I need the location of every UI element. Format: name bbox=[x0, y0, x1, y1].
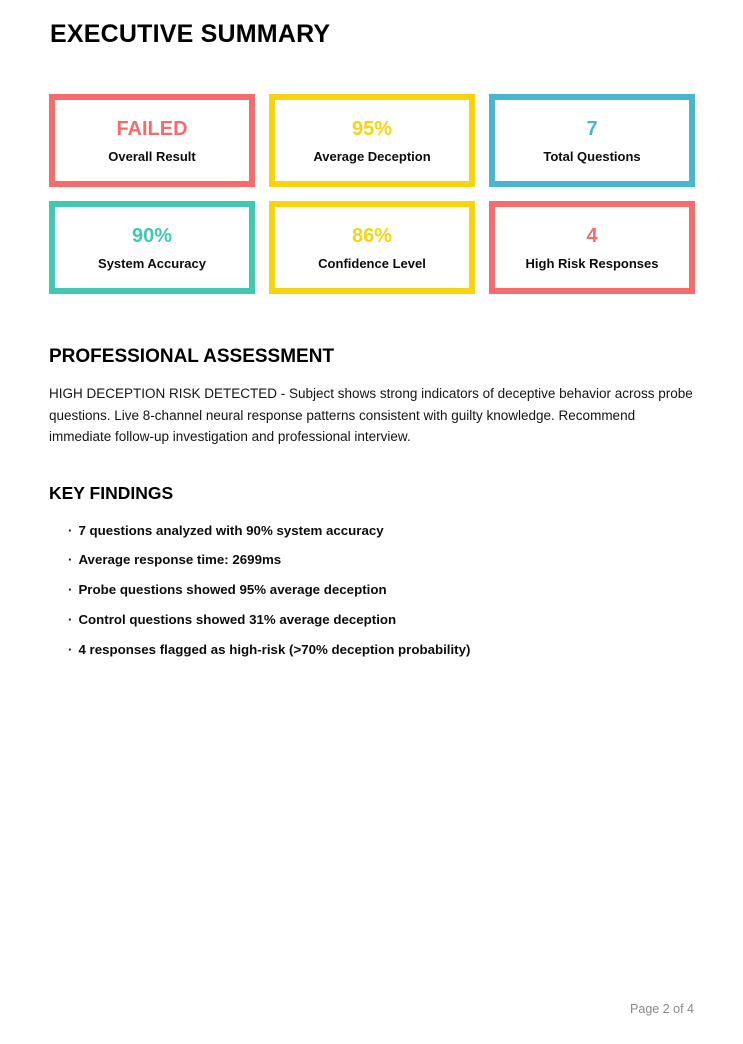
finding-item bbox=[68, 524, 695, 537]
page-number: Page 2 of 4 bbox=[630, 1002, 694, 1016]
stat-card-overall-result bbox=[49, 94, 255, 187]
finding-item bbox=[68, 583, 695, 596]
page-title: EXECUTIVE SUMMARY bbox=[50, 20, 331, 48]
stat-value: 86% bbox=[351, 224, 393, 247]
bullet-dot-icon: · bbox=[68, 522, 73, 538]
stat-card-total-questions bbox=[489, 94, 695, 187]
finding-item bbox=[68, 643, 695, 656]
stat-value: 90% bbox=[131, 224, 173, 247]
bullet-dot-icon: · bbox=[68, 641, 73, 657]
stat-label: Total Questions bbox=[543, 148, 641, 164]
finding-item bbox=[68, 553, 695, 566]
stat-card-average-deception bbox=[269, 94, 475, 187]
stat-card-high-risk-responses bbox=[489, 201, 695, 294]
stat-label: High Risk Responses bbox=[525, 255, 659, 271]
bullet-dot-icon: · bbox=[68, 611, 73, 627]
professional-assessment-heading: PROFESSIONAL ASSESSMENT bbox=[49, 346, 335, 367]
stat-label: Overall Result bbox=[108, 148, 196, 164]
finding-text: 4 responses flagged as high-risk (>70% deception probability) bbox=[78, 641, 471, 657]
finding-text: 7 questions analyzed with 90% system accuracy bbox=[78, 522, 384, 538]
key-findings-list bbox=[49, 524, 695, 656]
stat-label: Average Deception bbox=[313, 148, 431, 164]
bullet-dot-icon: · bbox=[68, 552, 73, 568]
finding-text: Probe questions showed 95% average deception bbox=[78, 582, 387, 598]
bullet-dot-icon: · bbox=[68, 582, 73, 598]
stat-label: Confidence Level bbox=[318, 255, 426, 271]
finding-text: Average response time: 2699ms bbox=[78, 552, 282, 568]
finding-text: Control questions showed 31% average deception bbox=[78, 611, 397, 627]
stat-value: 7 bbox=[586, 117, 598, 140]
stat-card-system-accuracy bbox=[49, 201, 255, 294]
key-findings-section bbox=[49, 483, 695, 656]
professional-assessment-body: HIGH DECEPTION RISK DETECTED - Subject shows strong indicators of deceptive behavior across probe questions. Live 8-channel neural response patterns consistent with guilty knowledge. Recommend immediate follow-up investigation and professional interview. bbox=[49, 386, 693, 444]
stat-card-confidence-level bbox=[269, 201, 475, 294]
finding-item bbox=[68, 613, 695, 626]
stat-value: 95% bbox=[351, 117, 393, 140]
key-findings-heading: KEY FINDINGS bbox=[49, 482, 174, 503]
summary-cards-grid bbox=[49, 94, 695, 294]
stat-value: FAILED bbox=[116, 117, 188, 140]
stat-value: 4 bbox=[586, 224, 598, 247]
stat-label: System Accuracy bbox=[98, 255, 206, 271]
professional-assessment-section bbox=[49, 346, 695, 448]
